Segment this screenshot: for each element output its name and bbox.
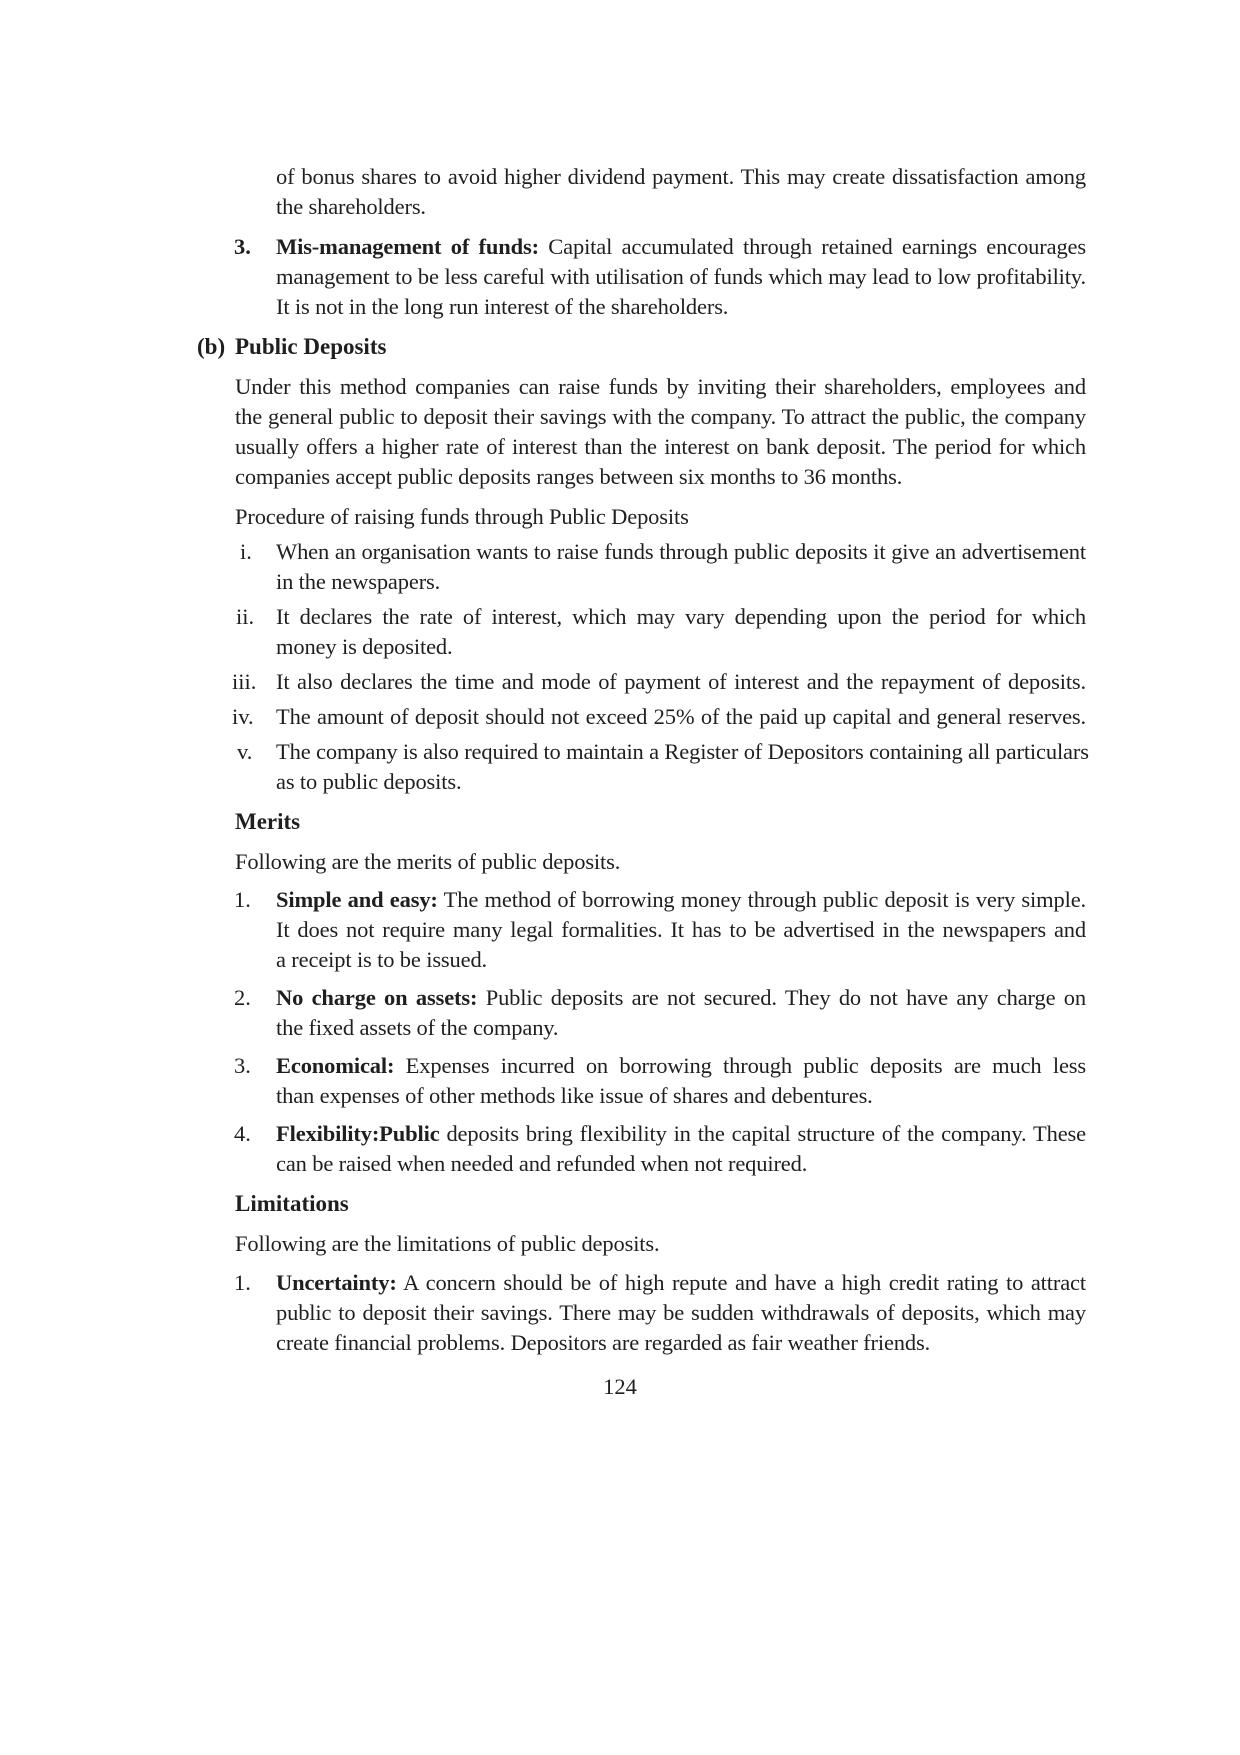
merit-2-number: 2. <box>234 985 251 1010</box>
item3-number: 3. <box>234 234 251 259</box>
limitation-1-title: Uncertainty: <box>276 1270 397 1295</box>
procedure-i-line-2: in the newspapers. <box>276 569 441 594</box>
merit-1-number: 1. <box>234 887 251 912</box>
procedure-ii-line-1: It declares the rate of interest, which may vary depending upon the period for which <box>276 604 1086 629</box>
section-b-marker: (b) <box>197 334 226 359</box>
intro-line-2: the general public to deposit their savings with the company. To attract the public, the company <box>235 404 1086 429</box>
intro-line-4: companies accept public deposits ranges between six months to 36 months. <box>235 464 903 489</box>
merit-1-title: Simple and easy: <box>276 887 438 912</box>
intro-line-1: Under this method companies can raise funds by inviting their shareholders, employees and <box>235 374 1086 399</box>
merit-2-first-rest: Public deposits are not secured. They do not have any charge on <box>477 985 1086 1010</box>
merit-1-first-line <box>276 883 1086 916</box>
merits-intro: Following are the merits of public deposits. <box>235 849 621 874</box>
procedure-iv-line-1: The amount of deposit should not exceed 25% of the paid up capital and general reserves. <box>276 704 1086 729</box>
procedure-v-line-1: The company is also required to maintain a Register of Depositors containing all particulars <box>276 739 1089 764</box>
continuation-line-2: the shareholders. <box>276 194 426 219</box>
limitations-heading: Limitations <box>235 1191 349 1216</box>
procedure-v-line-2: as to public deposits. <box>276 769 462 794</box>
limitation-1-first-rest: A concern should be of high repute and have a high credit rating to attract <box>396 1270 1086 1295</box>
procedure-ii-line-2: money is deposited. <box>276 634 453 659</box>
procedure-i-line-1: When an organisation wants to raise funds through public deposits it give an advertisement <box>276 539 1086 564</box>
merit-3-line-2: than expenses of other methods like issue of shares and debentures. <box>276 1083 873 1108</box>
item3-first-rest: Capital accumulated through retained earnings encourages <box>538 234 1086 259</box>
merit-3-title: Economical: <box>276 1053 395 1078</box>
merit-1-line-2: It does not require many legal formalities. It has to be advertised in the newspapers and <box>276 917 1086 942</box>
procedure-marker-v: v. <box>237 739 253 764</box>
limitation-1-number: 1. <box>234 1270 251 1295</box>
procedure-marker-i: i. <box>240 539 252 564</box>
item3-first-line <box>276 230 1086 263</box>
merit-1-line-3: a receipt is to be issued. <box>276 947 488 972</box>
merits-heading: Merits <box>235 809 301 834</box>
merit-3-first-line <box>276 1049 1086 1082</box>
page-number: 124 <box>603 1374 637 1399</box>
item3-line-3: It is not in the long run interest of the shareholders. <box>276 294 729 319</box>
intro-line-3: usually offers a higher rate of interest than the interest on bank deposit. The period for which <box>235 434 1086 459</box>
procedure-marker-iv: iv. <box>232 704 254 729</box>
limitation-1-line-3: create financial problems. Depositors are regarded as fair weather friends. <box>276 1330 931 1355</box>
merit-3-first-rest: Expenses incurred on borrowing through public deposits are much less <box>394 1053 1086 1078</box>
item3-line-2: management to be less careful with utilisation of funds which may lead to low profitability. <box>276 264 1086 289</box>
merit-2-first-line <box>276 981 1086 1014</box>
merit-4-number: 4. <box>234 1121 251 1146</box>
procedure-marker-iii: iii. <box>232 669 257 694</box>
merit-4-first-line <box>276 1117 1086 1150</box>
item3-title: Mis-management of funds: <box>276 234 539 259</box>
procedure-heading: Procedure of raising funds through Public Deposits <box>235 504 689 529</box>
merit-4-title: Flexibility:Public <box>276 1121 440 1146</box>
merit-4-line-2: can be raised when needed and refunded when not required. <box>276 1151 808 1176</box>
procedure-iii-line-1: It also declares the time and mode of payment of interest and the repayment of deposits. <box>276 669 1086 694</box>
merit-1-first-rest: The method of borrowing money through public deposit is very simple. <box>437 887 1087 912</box>
limitations-intro: Following are the limitations of public deposits. <box>235 1231 660 1256</box>
limitation-1-line-2: public to deposit their savings. There may be sudden withdrawals of deposits, which may <box>276 1300 1086 1325</box>
merit-3-number: 3. <box>234 1053 251 1078</box>
procedure-marker-ii: ii. <box>236 604 255 629</box>
continuation-line-1: of bonus shares to avoid higher dividend payment. This may create dissatisfaction among <box>276 164 1086 189</box>
merit-4-first-rest: deposits bring flexibility in the capital structure of the company. These <box>439 1121 1086 1146</box>
section-b-title: Public Deposits <box>235 334 387 359</box>
limitation-1-first-line <box>276 1266 1086 1299</box>
merit-2-title: No charge on assets: <box>276 985 478 1010</box>
merit-2-line-2: the fixed assets of the company. <box>276 1015 559 1040</box>
